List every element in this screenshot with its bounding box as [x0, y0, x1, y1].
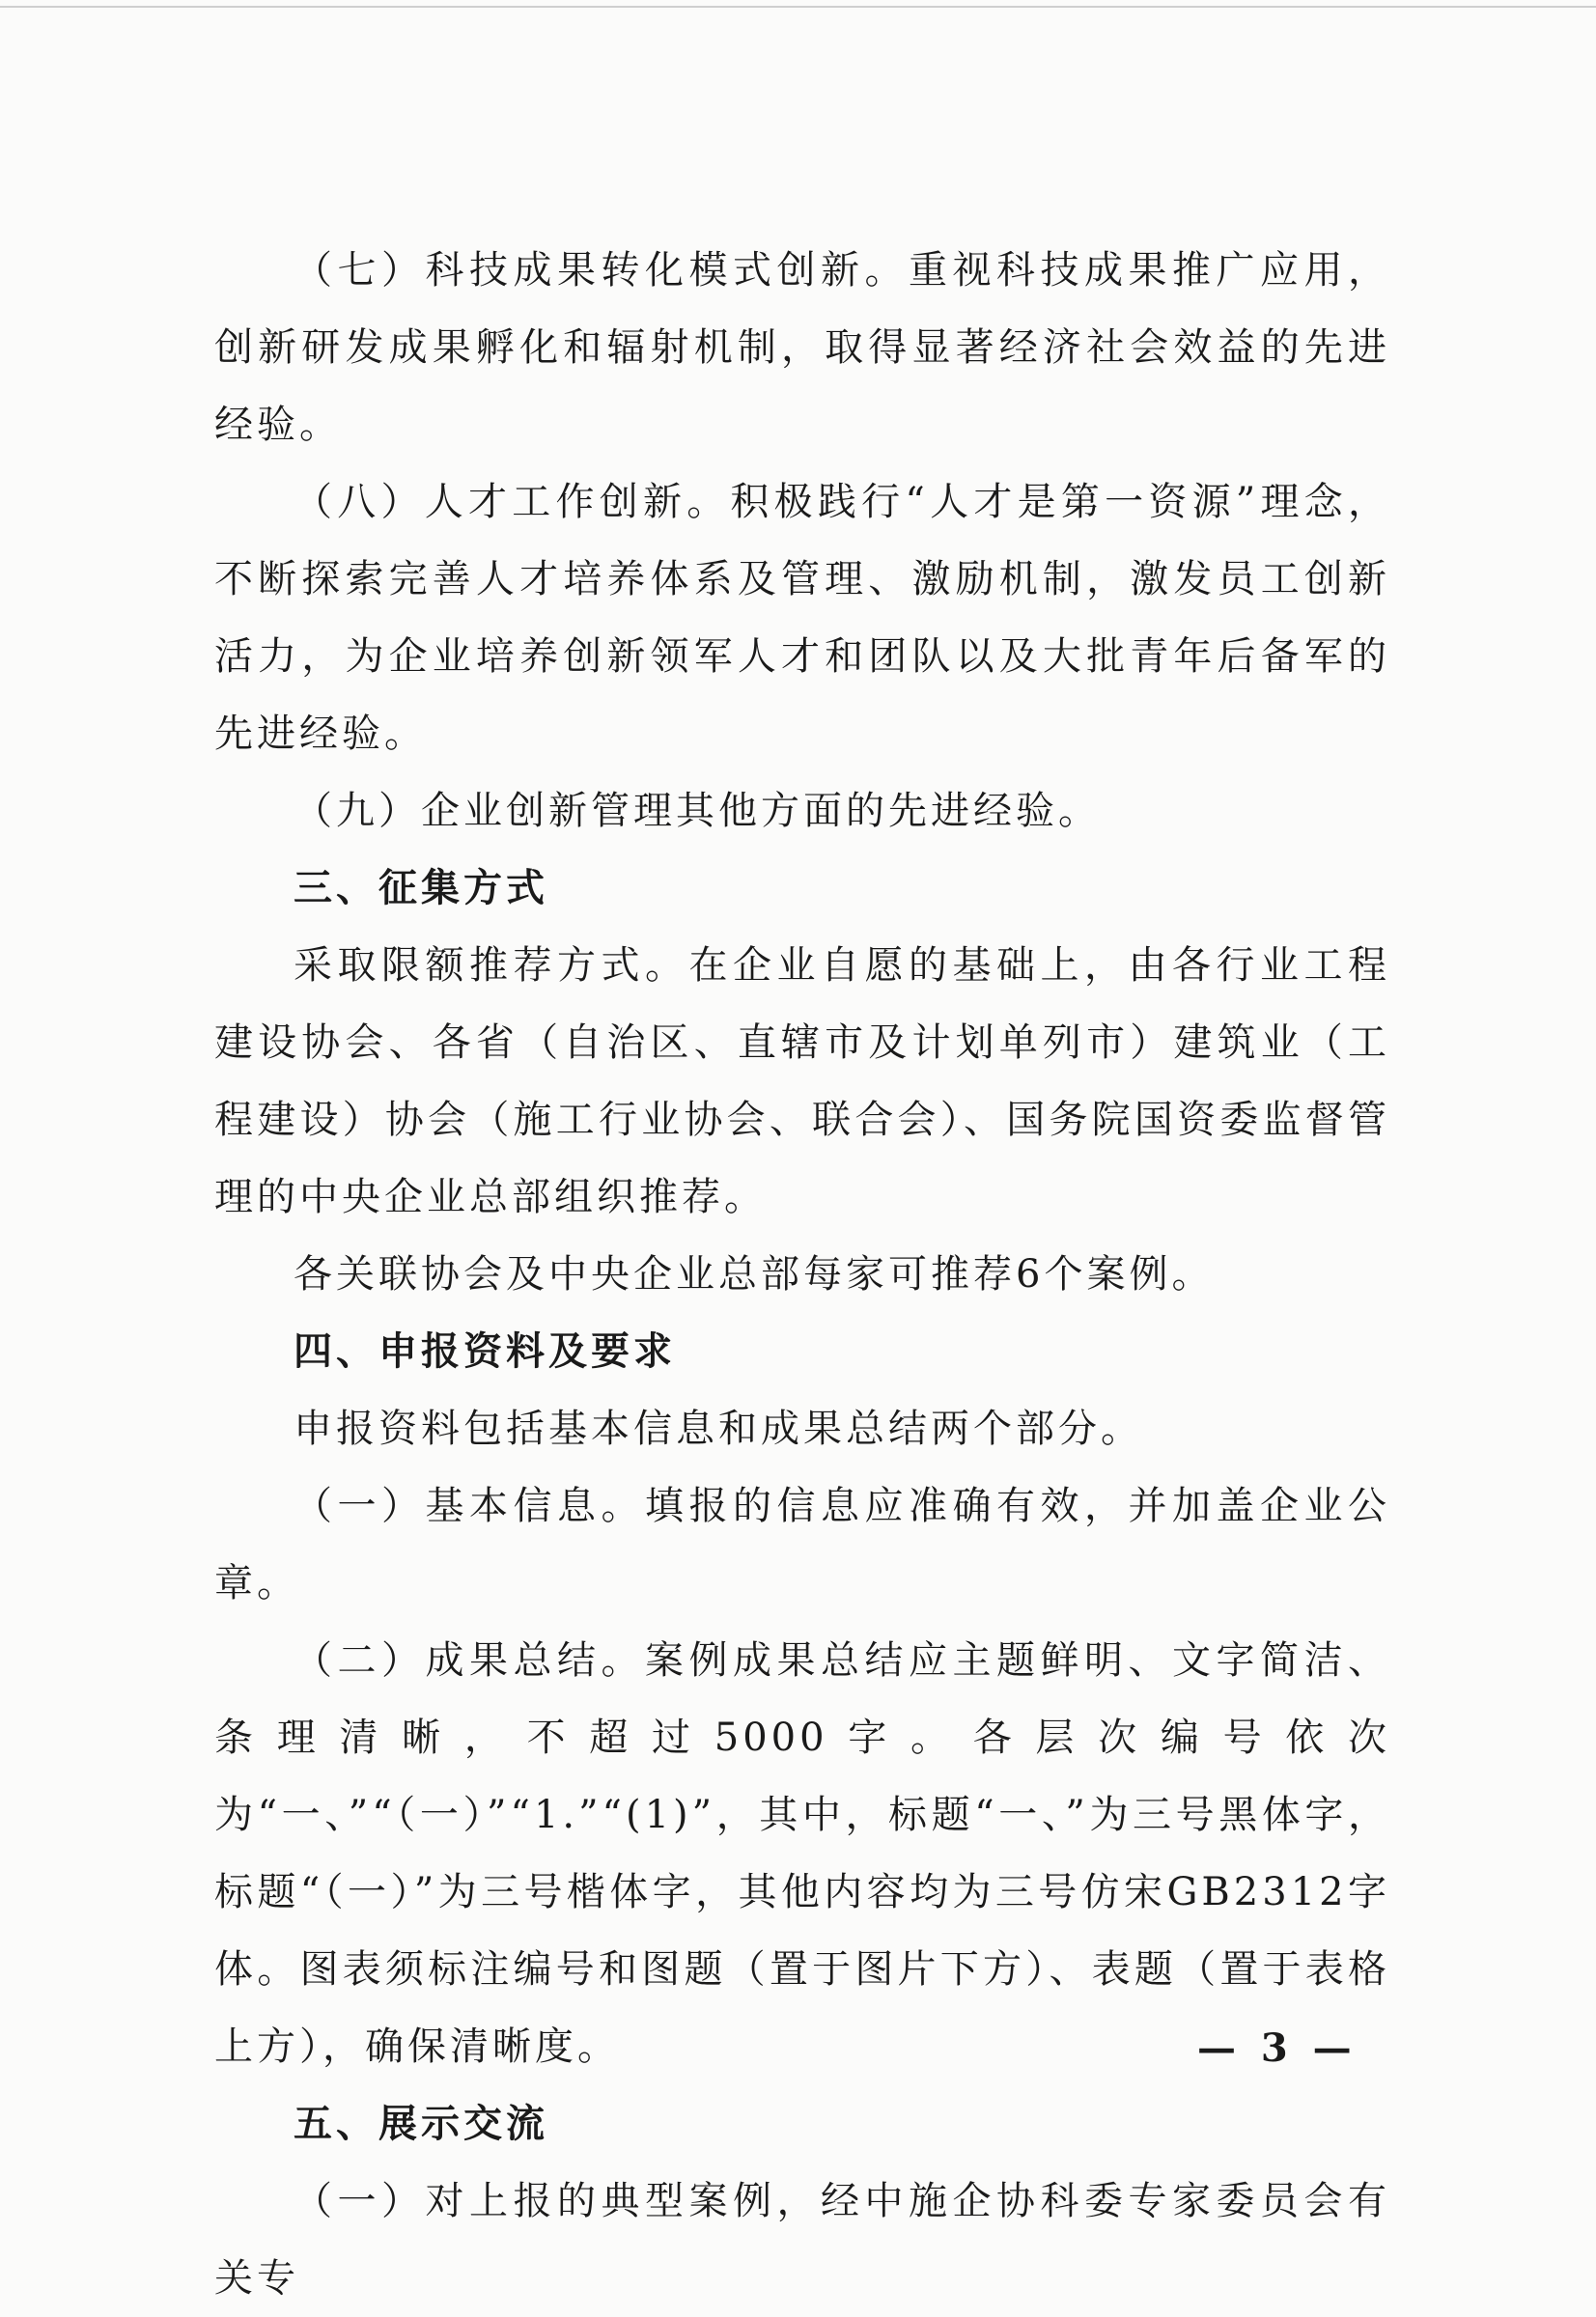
paragraph-materials-intro: 申报资料包括基本信息和成果总结两个部分。	[294, 1407, 1143, 1451]
paragraph-item-7: （七）科技成果转化模式创新。重视科技成果推广应用，创新研发成果孵化和辐射机制，取得显著经济社会效益的先进经验。	[214, 248, 1390, 447]
paragraph-item-9: （九）企业创新管理其他方面的先进经验。	[294, 789, 1101, 833]
page-number: — 3 —	[1197, 2025, 1358, 2071]
paragraph-exhibition-1: （一）对上报的典型案例，经中施企协科委专家委员会有关专	[214, 2179, 1390, 2301]
paragraph-basic-info: （一）基本信息。填报的信息应准确有效，并加盖企业公章。	[214, 1484, 1390, 1605]
section-heading-exhibition: 五、展示交流	[294, 2102, 548, 2146]
scan-top-edge	[0, 6, 1596, 8]
paragraph-item-8: （八）人才工作创新。积极践行“人才是第一资源”理念，不断探索完善人才培养体系及管理、激励机制，激发员工创新活力，为企业培养创新领军人才和团队以及大批青年后备军的先进经验。	[214, 480, 1390, 756]
section-heading-application-materials: 四、申报资料及要求	[294, 1329, 676, 1374]
paragraph-collection-method: 采取限额推荐方式。在企业自愿的基础上，由各行业工程建设协会、各省（自治区、直辖市及计划单列市）建筑业（工程建设）协会（施工行业协会、联合会）、国务院国资委监督管理的中央企业总部组织推荐。	[214, 943, 1390, 1219]
paragraph-result-summary: （二）成果总结。案例成果总结应主题鲜明、文字简洁、条理清晰，不超过5000字。各层次编号依次为“一、”“（一）”“1.”“(1)”，其中，标题“一、”为三号黑体字，标题“（一）”为三号楷体字，其他内容均为三号仿宋GB2312字体。图表须标注编号和图题（置于图片下方）、表题（置于表格上方），确保清晰度。	[214, 1638, 1390, 2069]
document-body	[214, 232, 1390, 2317]
section-heading-collection-method: 三、征集方式	[294, 866, 548, 910]
paragraph-recommend-quota: 各关联协会及中央企业总部每家可推荐6个案例。	[294, 1252, 1215, 1297]
